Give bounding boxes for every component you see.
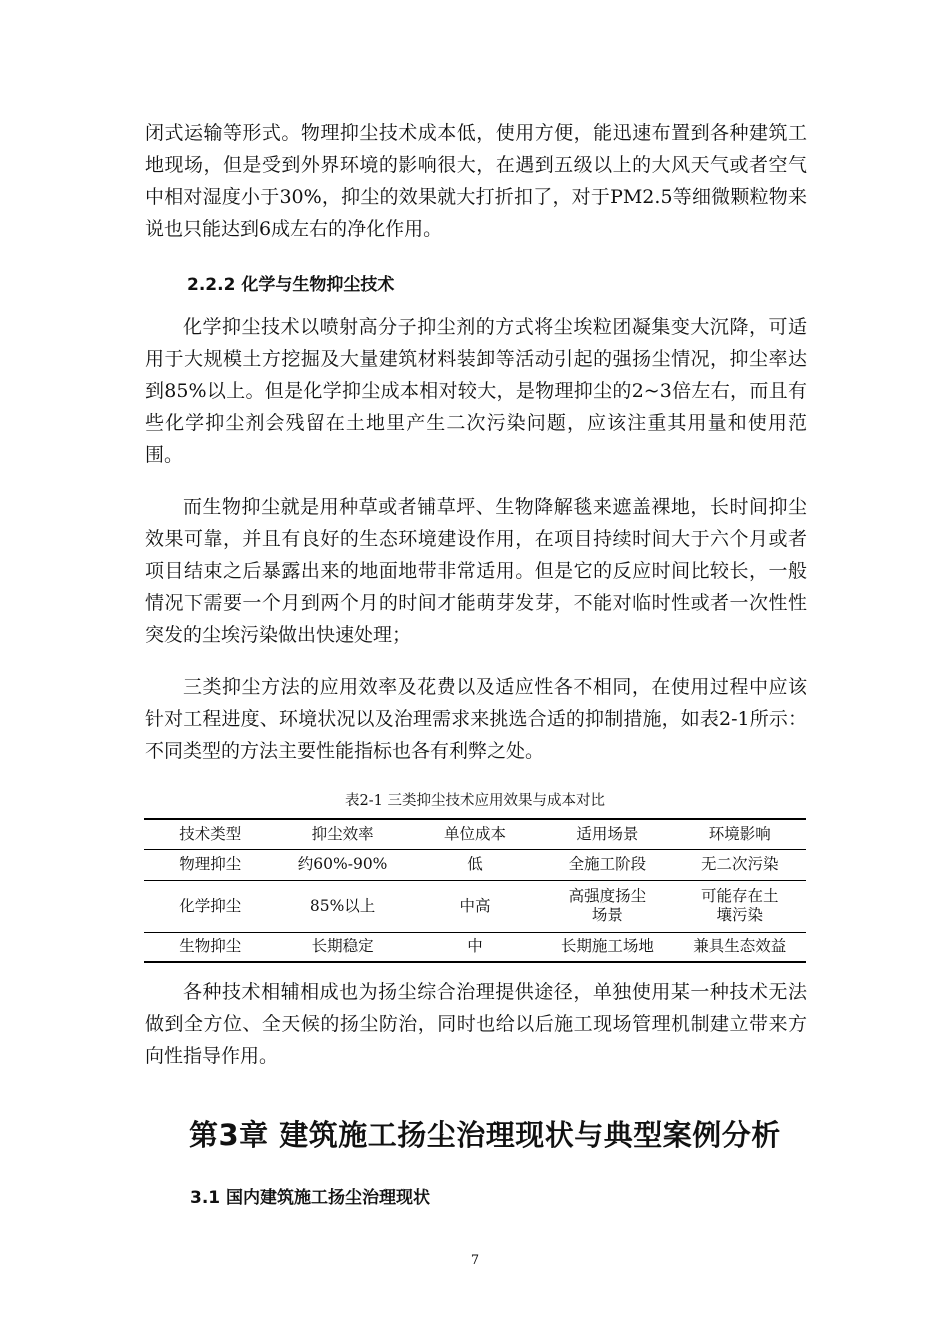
- table-row: [144, 849, 806, 880]
- table-cell: 兼具生态效益: [693, 937, 787, 956]
- table-row: [144, 880, 806, 932]
- paragraph-physical-continued: 闭式运输等形式。物理抑尘技术成本低，使用方便，能迅速布置到各种建筑工地现场，但是受到外界环境的影响很大，在遇到五级以上的大风天气或者空气中相对湿度小于30%，抑尘的效果就大打折扣了，对于PM2.5等细微颗粒物来说也只能达到6成左右的净化作用。: [145, 122, 807, 240]
- table-header-cell: 抑尘效率: [276, 819, 408, 849]
- table-cell: 化学抑尘: [179, 896, 242, 915]
- section-heading-3-1: 3.1 国内建筑施工扬尘治理现状: [190, 1188, 431, 1208]
- comparison-table: [144, 818, 806, 963]
- paragraph-conclusion: 各种技术相辅相成也为扬尘综合治理提供途径，单独使用某一种技术无法做到全方位、全天候的扬尘防治，同时也给以后施工现场管理机制建立带来方向性指导作用。: [145, 981, 807, 1067]
- table-header-cell: 技术类型: [144, 819, 276, 849]
- table-header-cell: 环境影响: [674, 819, 806, 849]
- table-cell: 无二次污染: [701, 855, 779, 873]
- table-header-cell: 单位成本: [409, 819, 541, 849]
- chapter-heading: 第3章 建筑施工扬尘治理现状与典型案例分析: [189, 1118, 781, 1152]
- table-cell: 高强度扬尘场景: [568, 887, 647, 924]
- table-cell: 中: [467, 937, 483, 956]
- paragraph-comparison-intro: 三类抑尘方法的应用效率及花费以及适应性各不相同，在使用过程中应该针对工程进度、环境状况以及治理需求来挑选合适的抑制措施，如表2-1所示：不同类型的方法主要性能指标也各有利弊之处。: [145, 676, 807, 762]
- table-cell: 中高: [459, 896, 491, 915]
- table-cell: 85%以上: [309, 896, 376, 915]
- table-cell: 长期稳定: [311, 937, 374, 956]
- table-cell: 全施工阶段: [568, 855, 647, 873]
- table-cell: 可能存在土壤污染: [701, 887, 779, 924]
- paragraph-biological: 而生物抑尘就是用种草或者铺草坪、生物降解毯来遮盖裸地，长时间抑尘效果可靠，并且有良好的生态环境建设作用，在项目持续时间大于六个月或者项目结束之后暴露出来的地面地带非常适用。但是它的反应时间比较长，一般情况下需要一个月到两个月的时间才能萌芽发芽，不能对临时性或者一次性性突发的尘埃污染做出快速处理；: [145, 496, 807, 646]
- table-cell: 生物抑尘: [179, 937, 242, 956]
- page-number: 7: [470, 1253, 480, 1268]
- table-cell: 物理抑尘: [179, 855, 242, 873]
- table-header-row: [144, 819, 806, 849]
- table-caption: 表2-1 三类抑尘技术应用效果与成本对比: [345, 793, 605, 809]
- paragraph-chemical: 化学抑尘技术以喷射高分子抑尘剂的方式将尘埃粒团凝集变大沉降，可适用于大规模土方挖掘及大量建筑材料装卸等活动引起的强扬尘情况，抑尘率达到85%以上。但是化学抑尘成本相对较大，是物理抑尘的2~3倍左右，而且有些化学抑尘剂会残留在土地里产生二次污染问题，应该注重其用量和使用范围。: [145, 316, 807, 466]
- table-cell: 低: [467, 855, 483, 873]
- table-cell: 约60%-90%: [297, 855, 388, 873]
- table-cell: 长期施工场地: [560, 937, 654, 956]
- table-row: [144, 932, 806, 962]
- table-header-cell: 适用场景: [541, 819, 673, 849]
- section-heading-2-2-2: 2.2.2 化学与生物抑尘技术: [187, 275, 395, 295]
